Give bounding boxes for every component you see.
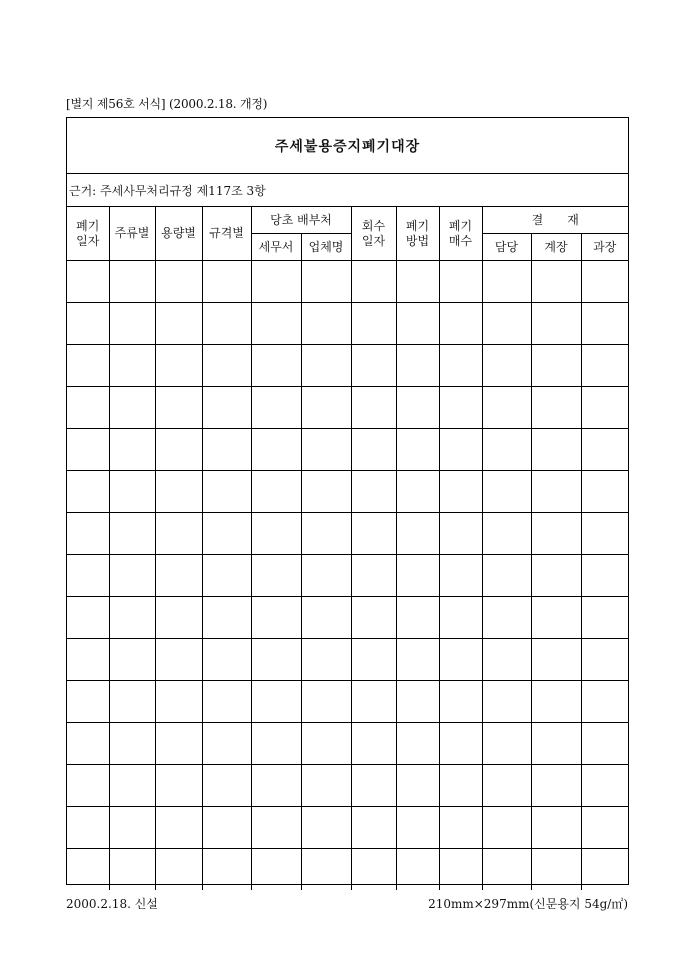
col-approval-in-charge: 담당 (482, 234, 531, 261)
table-cell[interactable] (109, 723, 155, 765)
table-cell[interactable] (109, 471, 155, 513)
table-cell[interactable] (202, 681, 251, 723)
table-cell[interactable] (531, 555, 581, 597)
table-cell[interactable] (581, 429, 628, 471)
table-cell[interactable] (396, 261, 439, 303)
table-cell[interactable] (202, 345, 251, 387)
table-cell[interactable] (202, 639, 251, 681)
col-group-approval: 결 재 (482, 207, 628, 234)
table-cell[interactable] (202, 723, 251, 765)
table-cell[interactable] (301, 849, 351, 891)
table-cell[interactable] (67, 849, 109, 891)
form-number-note: [별지 제56호 서식] (2000.2.18. 개정) (66, 97, 268, 111)
table-row (67, 261, 628, 303)
table-cell[interactable] (202, 471, 251, 513)
table-cell[interactable] (396, 681, 439, 723)
col-disposal-count: 폐기 매수 (439, 207, 482, 261)
table-cell[interactable] (67, 387, 109, 429)
table-cell[interactable] (482, 849, 531, 891)
col-approval-director: 과장 (581, 234, 628, 261)
table-row (67, 597, 628, 639)
table-cell[interactable] (482, 513, 531, 555)
table-cell[interactable] (67, 345, 109, 387)
table-cell[interactable] (301, 345, 351, 387)
table-cell[interactable] (531, 513, 581, 555)
table-cell[interactable] (202, 849, 251, 891)
table-cell[interactable] (301, 303, 351, 345)
table-cell[interactable] (301, 513, 351, 555)
table-cell[interactable] (155, 345, 202, 387)
col-tax-office: 세무서 (251, 234, 301, 261)
table-cell[interactable] (155, 849, 202, 891)
table-row (67, 849, 628, 891)
table-cell[interactable] (202, 555, 251, 597)
table-cell[interactable] (251, 723, 301, 765)
table-cell[interactable] (351, 807, 396, 849)
table-row (67, 345, 628, 387)
table-cell[interactable] (155, 597, 202, 639)
table-cell[interactable] (301, 807, 351, 849)
table-cell[interactable] (251, 639, 301, 681)
table-cell[interactable] (202, 513, 251, 555)
table-cell[interactable] (531, 471, 581, 513)
table-cell[interactable] (109, 555, 155, 597)
table-cell[interactable] (531, 597, 581, 639)
table-cell[interactable] (396, 387, 439, 429)
table-cell[interactable] (482, 807, 531, 849)
table-cell[interactable] (396, 471, 439, 513)
table-row (67, 303, 628, 345)
table-cell[interactable] (531, 639, 581, 681)
ledger-table (67, 207, 628, 890)
table-cell[interactable] (301, 765, 351, 807)
table-row (67, 765, 628, 807)
table-cell[interactable] (155, 513, 202, 555)
table-cell[interactable] (301, 429, 351, 471)
table-cell[interactable] (531, 681, 581, 723)
table-cell[interactable] (251, 807, 301, 849)
table-cell[interactable] (109, 345, 155, 387)
table-cell[interactable] (67, 555, 109, 597)
table-cell[interactable] (67, 471, 109, 513)
table-cell[interactable] (251, 303, 301, 345)
table-cell[interactable] (251, 555, 301, 597)
table-cell[interactable] (202, 429, 251, 471)
table-row (67, 807, 628, 849)
table-cell[interactable] (67, 303, 109, 345)
table-cell[interactable] (531, 303, 581, 345)
table-cell[interactable] (109, 807, 155, 849)
table-cell[interactable] (396, 639, 439, 681)
table-cell[interactable] (155, 723, 202, 765)
table-row (67, 471, 628, 513)
table-cell[interactable] (396, 513, 439, 555)
table-row (67, 681, 628, 723)
table-cell[interactable] (482, 765, 531, 807)
table-cell[interactable] (396, 765, 439, 807)
table-cell[interactable] (301, 555, 351, 597)
table-cell[interactable] (482, 387, 531, 429)
table-cell[interactable] (439, 807, 482, 849)
table-cell[interactable] (351, 681, 396, 723)
footer-established-date: 2000.2.18. 신설 (66, 897, 158, 911)
table-cell[interactable] (202, 303, 251, 345)
table-cell[interactable] (202, 597, 251, 639)
table-cell[interactable] (581, 849, 628, 891)
col-disposal-method: 폐기 방법 (396, 207, 439, 261)
table-cell[interactable] (301, 261, 351, 303)
table-cell[interactable] (439, 429, 482, 471)
table-row (67, 429, 628, 471)
table-cell[interactable] (67, 807, 109, 849)
table-cell[interactable] (301, 597, 351, 639)
table-cell[interactable] (67, 765, 109, 807)
table-cell[interactable] (351, 261, 396, 303)
table-cell[interactable] (155, 261, 202, 303)
table-cell[interactable] (301, 681, 351, 723)
table-cell[interactable] (351, 639, 396, 681)
table-cell[interactable] (581, 471, 628, 513)
table-cell[interactable] (396, 555, 439, 597)
table-cell[interactable] (482, 471, 531, 513)
table-cell[interactable] (482, 303, 531, 345)
table-cell[interactable] (439, 513, 482, 555)
table-row (67, 639, 628, 681)
table-cell[interactable] (109, 597, 155, 639)
table-cell[interactable] (109, 387, 155, 429)
table-cell[interactable] (581, 807, 628, 849)
table-cell[interactable] (482, 261, 531, 303)
table-row (67, 555, 628, 597)
table-cell[interactable] (396, 849, 439, 891)
table-cell[interactable] (155, 555, 202, 597)
table-cell[interactable] (439, 555, 482, 597)
col-recovery-date: 회수 일자 (351, 207, 396, 261)
table-cell[interactable] (439, 261, 482, 303)
table-cell[interactable] (251, 261, 301, 303)
table-cell[interactable] (581, 387, 628, 429)
table-cell[interactable] (351, 849, 396, 891)
disposal-ledger-form (66, 117, 629, 885)
col-capacity: 용량별 (155, 207, 202, 261)
table-cell[interactable] (531, 723, 581, 765)
table-cell[interactable] (67, 681, 109, 723)
table-cell[interactable] (531, 261, 581, 303)
form-title: 주세불용증지폐기대장 (67, 118, 628, 174)
table-cell[interactable] (251, 765, 301, 807)
table-cell[interactable] (202, 387, 251, 429)
table-cell[interactable] (396, 303, 439, 345)
table-cell[interactable] (482, 345, 531, 387)
table-cell[interactable] (581, 765, 628, 807)
table-cell[interactable] (581, 723, 628, 765)
table-cell[interactable] (581, 555, 628, 597)
footer-paper-spec: 210mm×297mm(신문용지 54g/㎡) (428, 897, 628, 911)
table-cell[interactable] (482, 723, 531, 765)
table-cell[interactable] (251, 849, 301, 891)
table-cell[interactable] (482, 555, 531, 597)
table-cell[interactable] (109, 681, 155, 723)
table-cell[interactable] (351, 555, 396, 597)
col-liquor-type: 주류별 (109, 207, 155, 261)
table-cell[interactable] (251, 429, 301, 471)
table-cell[interactable] (251, 597, 301, 639)
table-cell[interactable] (67, 723, 109, 765)
table-cell[interactable] (439, 681, 482, 723)
table-cell[interactable] (531, 849, 581, 891)
table-cell[interactable] (351, 429, 396, 471)
table-row (67, 387, 628, 429)
table-cell[interactable] (439, 849, 482, 891)
table-cell[interactable] (482, 597, 531, 639)
table-cell[interactable] (482, 429, 531, 471)
table-cell[interactable] (439, 471, 482, 513)
table-cell[interactable] (439, 639, 482, 681)
table-row (67, 513, 628, 555)
table-cell[interactable] (531, 429, 581, 471)
table-cell[interactable] (439, 303, 482, 345)
table-cell[interactable] (531, 807, 581, 849)
table-cell[interactable] (251, 387, 301, 429)
table-cell[interactable] (155, 471, 202, 513)
table-cell[interactable] (109, 849, 155, 891)
table-cell[interactable] (581, 303, 628, 345)
table-cell[interactable] (531, 345, 581, 387)
table-cell[interactable] (351, 471, 396, 513)
table-cell[interactable] (351, 765, 396, 807)
table-cell[interactable] (482, 681, 531, 723)
legal-basis: 근거: 주세사무처리규정 제117조 3항 (67, 174, 628, 207)
table-cell[interactable] (351, 303, 396, 345)
table-cell[interactable] (351, 597, 396, 639)
table-cell[interactable] (155, 429, 202, 471)
table-cell[interactable] (581, 261, 628, 303)
table-cell[interactable] (396, 597, 439, 639)
table-cell[interactable] (301, 723, 351, 765)
table-cell[interactable] (109, 261, 155, 303)
table-cell[interactable] (155, 387, 202, 429)
table-cell[interactable] (251, 513, 301, 555)
table-cell[interactable] (67, 429, 109, 471)
table-cell[interactable] (396, 345, 439, 387)
table-cell[interactable] (351, 723, 396, 765)
table-cell[interactable] (109, 765, 155, 807)
table-cell[interactable] (251, 681, 301, 723)
table-cell[interactable] (581, 597, 628, 639)
table-cell[interactable] (531, 387, 581, 429)
col-group-original-distributor: 당초 배부처 (251, 207, 351, 234)
table-cell[interactable] (109, 639, 155, 681)
table-cell[interactable] (67, 513, 109, 555)
table-cell[interactable] (439, 387, 482, 429)
col-approval-chief: 계장 (531, 234, 581, 261)
table-cell[interactable] (396, 723, 439, 765)
table-cell[interactable] (531, 765, 581, 807)
table-cell[interactable] (581, 639, 628, 681)
table-cell[interactable] (482, 639, 531, 681)
table-cell[interactable] (251, 345, 301, 387)
table-cell[interactable] (155, 681, 202, 723)
table-cell[interactable] (439, 345, 482, 387)
table-cell[interactable] (155, 303, 202, 345)
table-cell[interactable] (202, 765, 251, 807)
table-cell[interactable] (351, 345, 396, 387)
table-cell[interactable] (396, 807, 439, 849)
col-disposal-date: 폐기 일자 (67, 207, 109, 261)
table-cell[interactable] (439, 723, 482, 765)
table-cell[interactable] (202, 807, 251, 849)
table-cell[interactable] (581, 345, 628, 387)
table-cell[interactable] (439, 597, 482, 639)
table-cell[interactable] (581, 513, 628, 555)
table-cell[interactable] (109, 429, 155, 471)
table-cell[interactable] (439, 765, 482, 807)
table-cell[interactable] (396, 429, 439, 471)
table-cell[interactable] (155, 807, 202, 849)
table-cell[interactable] (581, 681, 628, 723)
table-cell[interactable] (301, 471, 351, 513)
table-row (67, 723, 628, 765)
table-cell[interactable] (301, 387, 351, 429)
table-cell[interactable] (351, 387, 396, 429)
table-cell[interactable] (202, 261, 251, 303)
table-cell[interactable] (67, 261, 109, 303)
table-cell[interactable] (251, 471, 301, 513)
table-cell[interactable] (301, 639, 351, 681)
table-cell[interactable] (67, 639, 109, 681)
table-cell[interactable] (109, 513, 155, 555)
table-cell[interactable] (67, 597, 109, 639)
table-cell[interactable] (351, 513, 396, 555)
table-cell[interactable] (155, 765, 202, 807)
table-cell[interactable] (109, 303, 155, 345)
col-company-name: 업체명 (301, 234, 351, 261)
col-spec: 규격별 (202, 207, 251, 261)
table-cell[interactable] (155, 639, 202, 681)
